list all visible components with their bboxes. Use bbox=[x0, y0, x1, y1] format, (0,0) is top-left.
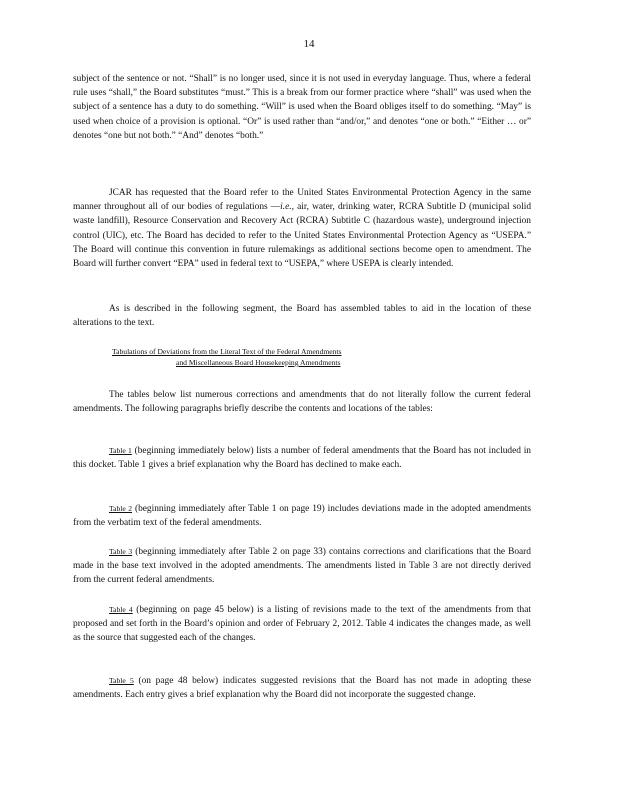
section-heading bbox=[112, 346, 502, 368]
ie-abbreviation: i.e. bbox=[280, 202, 292, 213]
table-4-description bbox=[73, 603, 531, 646]
table-3-description bbox=[73, 545, 531, 588]
paragraph-text: As is described in the following segment, the Board has assembled tables to aid in the location of these alterations to the text. bbox=[73, 304, 531, 329]
section-heading-line-1: Tabulations of Deviations from the Literal Text of the Federal Amendments bbox=[112, 347, 342, 356]
table-2-description bbox=[73, 502, 531, 530]
table-4-text: (beginning on page 45 below) is a listing of revisions made to the text of the amendments from that proposed and set forth in the Board’s opinion and order of February 2, 2012. Table 4 indicates the changes made, as well as the source that suggested each of the changes. bbox=[73, 605, 531, 644]
table-5-label: Table 5 bbox=[109, 676, 134, 685]
paragraph-text-a: JCAR has requested that the Board refer to the United States Environmental Protection Agency in the same manner throughout all of our bodies of regulations — bbox=[73, 188, 531, 213]
paragraph-text: The tables below list numerous corrections and amendments that do not literally follow the current federal amendments. The following paragraphs briefly describe the contents and locations of the tables: bbox=[73, 390, 531, 415]
table-2-text: (beginning immediately after Table 1 on page 19) includes deviations made in the adopted amendments from the verbatim text of the federal amendments. bbox=[73, 504, 532, 529]
table-1-label: Table 1 bbox=[109, 446, 132, 455]
paragraph-drafting-conventions bbox=[73, 72, 531, 143]
table-3-label: Table 3 bbox=[109, 547, 133, 556]
paragraph-tables-description bbox=[73, 388, 531, 416]
table-2-label: Table 2 bbox=[109, 504, 133, 513]
paragraph-text: subject of the sentence or not. “Shall” is no longer used, since it is not used in everyday language. Thus, where a federal rule uses “shall,” the Board substitutes “must.” This is a break from our former practice where “shall” was used when the subject of a sentence has a duty to do something. “Will” is used when the Board obliges itself to do something. “May” is used when choice of a provision is optional. “Or” is used rather than “and/or,” and denotes “one or both.” “Either … or” denotes “one but not both.” “And” denotes “both.” bbox=[73, 74, 531, 141]
page-number: 14 bbox=[303, 38, 315, 50]
table-4-label: Table 4 bbox=[109, 605, 133, 614]
table-3-text: (beginning immediately after Table 2 on page 33) contains corrections and clarifications that the Board made in the base text involved in the adopted amendments. The amendments listed in Table 3 are not directly derived from the current federal amendments. bbox=[73, 547, 531, 586]
table-1-description bbox=[73, 444, 531, 472]
section-heading-line-2: and Miscellaneous Board Housekeeping Amendments bbox=[176, 358, 341, 367]
paragraph-text-b: , air, water, drinking water, RCRA Subtitle D (municipal solid waste landfill), Resource Conservation and Recovery Act (RCRA) Subtitle C (hazardous waste), underground injection control (UIC), etc. The Board has decided to refer to the United States Environmental Protection Agency as “USEPA.” The Board will continue this convention in future rulemakings as additional sections become open to amendment. The Board will further convert “EPA” used in federal text to “USEPA,” where USEPA is clearly intended. bbox=[73, 202, 532, 270]
table-5-text: (on page 48 below) indicates suggested revisions that the Board has not made in adopting these amendments. Each entry gives a brief explanation why the Board did not incorporate the suggested change. bbox=[73, 676, 532, 701]
table-1-text: (beginning immediately below) lists a number of federal amendments that the Board has not included in this docket. Table 1 gives a brief explanation why the Board has declined to make each. bbox=[73, 446, 531, 471]
paragraph-usepa-reference bbox=[73, 186, 531, 271]
table-5-description bbox=[73, 674, 531, 702]
paragraph-tables-intro bbox=[73, 302, 531, 330]
